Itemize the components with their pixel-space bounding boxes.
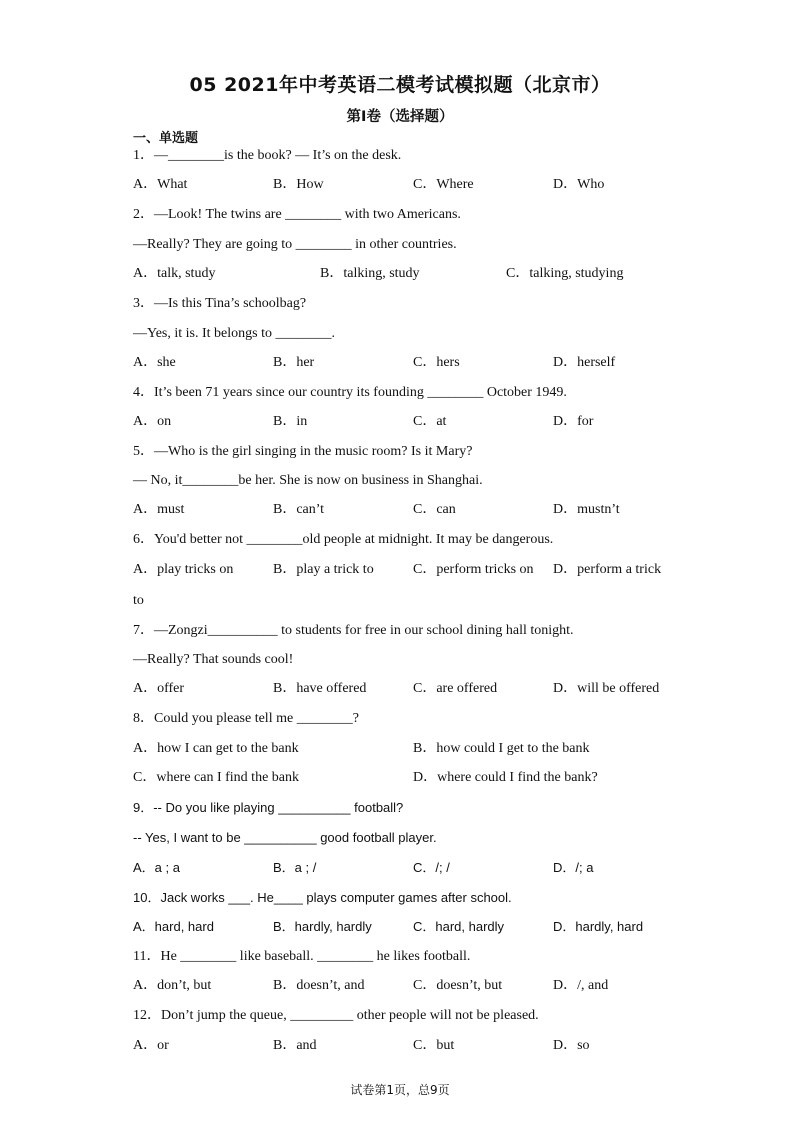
section-heading: 一、单选题 <box>133 131 199 146</box>
question-8-option-d[interactable]: D．where could I find the bank? <box>413 770 598 785</box>
question-12-option-d[interactable]: D．so <box>553 1038 590 1053</box>
question-8-option-a[interactable]: A．how I can get to the bank <box>133 741 299 756</box>
question-8-stem: 8．Could you please tell me ________? <box>133 711 359 726</box>
question-1-option-b[interactable]: B．How <box>273 177 324 192</box>
question-3-stem: 3．—Is this Tina’s schoolbag? <box>133 296 307 311</box>
question-5-option-a[interactable]: A．must <box>133 502 185 517</box>
question-2-stem-line-2: —Really? They are going to ________ in other countries. <box>133 237 457 252</box>
page-title: 05 2021年中考英语二模考试模拟题（北京市） <box>189 74 611 96</box>
question-2-option-b[interactable]: B．talking, study <box>320 266 420 281</box>
question-10-option-c[interactable]: C．hard, hardly <box>413 919 505 934</box>
question-9-option-a[interactable]: A．a ; a <box>133 860 180 875</box>
question-3-option-a[interactable]: A．she <box>133 355 176 370</box>
question-6-option-a[interactable]: A．play tricks on <box>133 562 234 577</box>
question-11-option-c[interactable]: C．doesn’t, but <box>413 978 503 993</box>
question-4-option-a[interactable]: A．on <box>133 414 172 429</box>
question-1-option-a[interactable]: A．What <box>133 177 188 192</box>
question-5-stem: 5．—Who is the girl singing in the music room? Is it Mary? <box>133 444 473 459</box>
question-12-stem: 12．Don’t jump the queue, _________ other people will not be pleased. <box>133 1008 539 1023</box>
question-10-option-a[interactable]: A．hard, hard <box>133 919 214 934</box>
question-5-option-b[interactable]: B．can’t <box>273 502 325 517</box>
question-5-stem-line-2: — No, it________be her. She is now on business in Shanghai. <box>133 473 483 488</box>
page-subtitle: 第I卷（选择题） <box>346 109 454 125</box>
question-5-option-d[interactable]: D．mustn’t <box>553 502 620 517</box>
question-1-option-c[interactable]: C．Where <box>413 177 474 192</box>
question-7-option-b[interactable]: B．have offered <box>273 681 367 696</box>
question-3-option-d[interactable]: D．herself <box>553 355 616 370</box>
question-11-option-d[interactable]: D．/, and <box>553 978 609 993</box>
question-4-option-d[interactable]: D．for <box>553 414 594 429</box>
question-11-option-b[interactable]: B．doesn’t, and <box>273 978 365 993</box>
question-7-option-d[interactable]: D．will be offered <box>553 681 660 696</box>
question-11-stem: 11．He ________ like baseball. ________ he likes football. <box>133 949 471 964</box>
question-5-option-c[interactable]: C．can <box>413 502 456 517</box>
question-7-stem-line-2: —Really? That sounds cool! <box>133 652 294 667</box>
question-4-stem: 4．It’s been 71 years since our country its founding ________ October 1949. <box>133 385 567 400</box>
question-6-option-c[interactable]: C．perform tricks on <box>413 562 534 577</box>
question-3-option-c[interactable]: C．hers <box>413 355 460 370</box>
question-7-option-c[interactable]: C．are offered <box>413 681 498 696</box>
question-11-option-a[interactable]: A．don’t, but <box>133 978 212 993</box>
question-10-option-b[interactable]: B．hardly, hardly <box>273 919 372 934</box>
question-4-option-b[interactable]: B．in <box>273 414 308 429</box>
question-6-option-b[interactable]: B．play a trick to <box>273 562 374 577</box>
question-1-stem: 1．—________is the book? — It’s on the desk. <box>133 148 402 163</box>
question-3-stem-line-2: —Yes, it is. It belongs to ________. <box>133 326 335 341</box>
question-9-option-d[interactable]: D．/; a <box>553 860 594 875</box>
question-6-option-d[interactable]: D．perform a trick <box>553 562 662 577</box>
question-2-option-c[interactable]: C．talking, studying <box>506 266 624 281</box>
question-9-option-c[interactable]: C．/; / <box>413 860 450 875</box>
question-8-option-b[interactable]: B．how could I get to the bank <box>413 741 590 756</box>
question-6-option-d-wrap: to <box>133 593 144 608</box>
question-3-option-b[interactable]: B．her <box>273 355 315 370</box>
question-2-option-a[interactable]: A．talk, study <box>133 266 216 281</box>
question-6-stem: 6．You'd better not ________old people at midnight. It may be dangerous. <box>133 532 554 547</box>
question-7-option-a[interactable]: A．offer <box>133 681 185 696</box>
question-8-option-c[interactable]: C．where can I find the bank <box>133 770 299 785</box>
question-10-option-d[interactable]: D．hardly, hard <box>553 919 644 934</box>
question-12-option-a[interactable]: A．or <box>133 1038 169 1053</box>
question-2-stem: 2．—Look! The twins are ________ with two Americans. <box>133 207 461 222</box>
question-10-stem: 10．Jack works ___. He____ plays computer games after school. <box>133 890 512 905</box>
question-1-option-d[interactable]: D．Who <box>553 177 605 192</box>
question-9-option-b[interactable]: B．a ; / <box>273 860 317 875</box>
question-4-option-c[interactable]: C．at <box>413 414 447 429</box>
question-9-stem: 9．-- Do you like playing __________ football? <box>133 800 404 815</box>
question-12-option-b[interactable]: B．and <box>273 1038 317 1053</box>
page-footer: 试卷第1页，总9页 <box>350 1083 450 1097</box>
question-7-stem: 7．—Zongzi__________ to students for free in our school dining hall tonight. <box>133 623 574 638</box>
question-9-stem-line-2: -- Yes, I want to be __________ good football player. <box>133 830 437 845</box>
question-12-option-c[interactable]: C．but <box>413 1038 455 1053</box>
